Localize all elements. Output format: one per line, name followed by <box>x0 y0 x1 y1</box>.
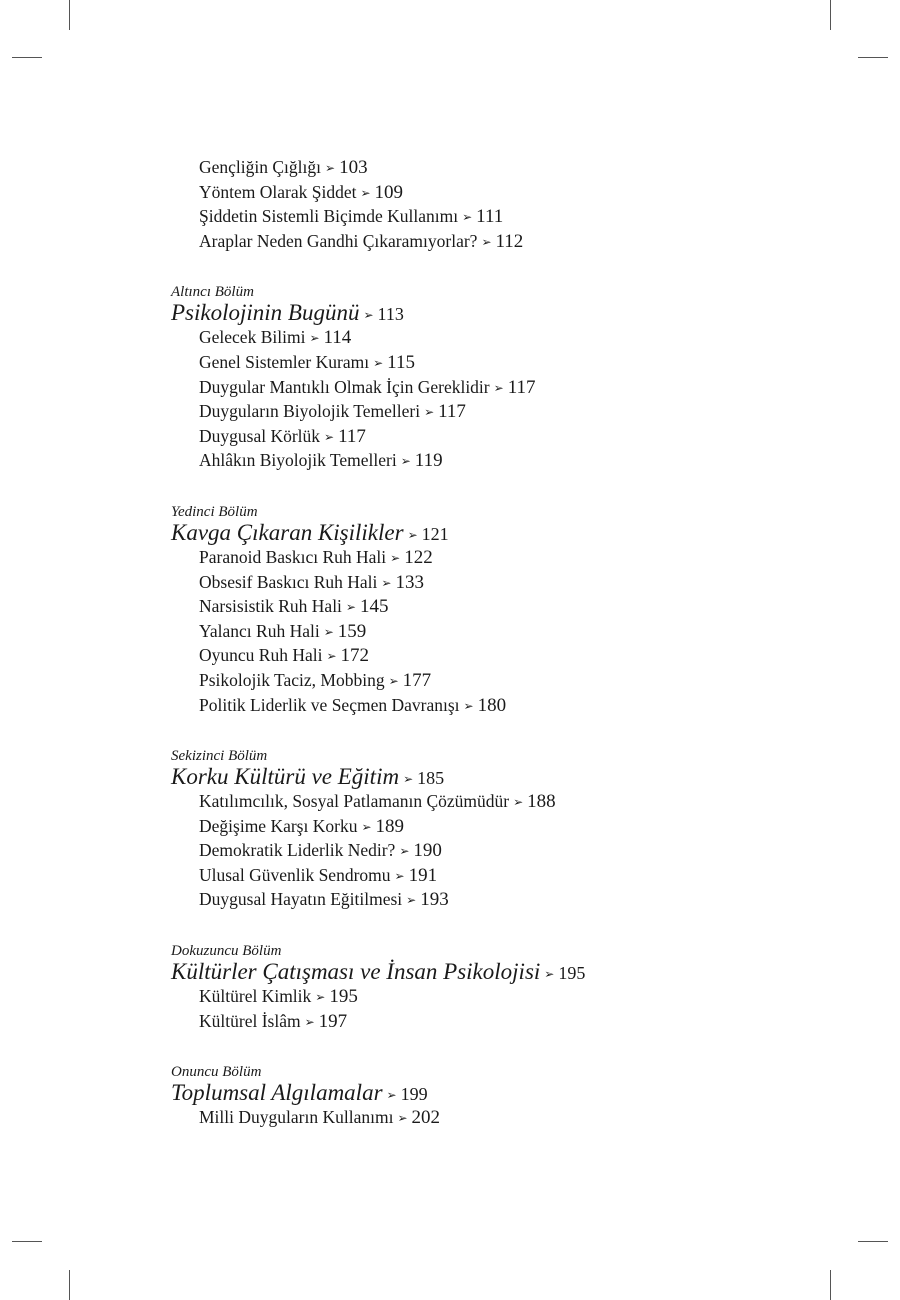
chapter-section <box>171 938 871 1033</box>
arrow-icon: ➢ <box>326 649 337 664</box>
toc-entry-title: Değişime Karşı Korku <box>199 815 358 836</box>
toc-entry-title: Politik Liderlik ve Seçmen Davranışı <box>199 694 460 715</box>
arrow-icon: ➢ <box>325 161 336 175</box>
toc-entry-page-number: 195 <box>329 986 358 1008</box>
crop-mark-bottom-right-horizontal <box>858 1241 888 1242</box>
arrow-icon: ➢ <box>315 990 326 1005</box>
arrow-icon: ➢ <box>323 624 334 639</box>
toc-entry-title: Duygular Mantıklı Olmak İçin Gereklidir <box>199 376 490 397</box>
arrow-icon: ➢ <box>390 550 401 565</box>
toc-entry-page-number: 202 <box>411 1107 440 1129</box>
toc-entry[interactable] <box>171 375 871 400</box>
toc-entry[interactable] <box>171 180 871 205</box>
toc-entry[interactable] <box>171 887 871 912</box>
toc-entry[interactable] <box>171 424 871 449</box>
crop-mark-bottom-left-horizontal <box>12 1241 42 1242</box>
arrow-icon: ➢ <box>373 355 384 370</box>
toc-entry-title: Gençliğin Çığlığı <box>199 157 322 177</box>
toc-entry[interactable] <box>171 668 871 693</box>
toc-entry-title: Araplar Neden Gandhi Çıkaramıyorlar? <box>199 230 478 251</box>
arrow-icon: ➢ <box>403 772 414 787</box>
chapter-page-number: 113 <box>377 304 404 325</box>
arrow-icon: ➢ <box>388 673 399 688</box>
toc-entry-page-number: 190 <box>413 840 442 862</box>
toc-entry[interactable] <box>171 643 871 668</box>
toc-entry-title: Psikolojik Taciz, Mobbing <box>199 669 385 690</box>
chapter-title[interactable] <box>171 1081 871 1105</box>
toc-entry-title: Şiddetin Sistemli Biçimde Kullanımı <box>199 206 459 227</box>
arrow-icon: ➢ <box>424 405 435 420</box>
toc-entry[interactable] <box>171 545 871 570</box>
chapter-label: Dokuzuncu Bölüm <box>171 943 282 960</box>
chapter-label: Onuncu Bölüm <box>171 1064 262 1081</box>
chapter-title[interactable] <box>171 301 871 325</box>
arrow-icon: ➢ <box>309 331 320 346</box>
toc-entry[interactable] <box>171 789 871 814</box>
toc-entry-page-number: 133 <box>395 571 424 593</box>
toc-entry[interactable] <box>171 863 871 888</box>
crop-mark-top-right-horizontal <box>858 57 888 58</box>
chapter-list <box>171 279 871 1129</box>
arrow-icon: ➢ <box>304 1014 315 1029</box>
toc-entry-page-number: 180 <box>477 694 507 716</box>
toc-entry-page-number: 109 <box>374 181 404 203</box>
toc-entry-page-number: 103 <box>339 157 368 178</box>
chapter-title[interactable] <box>171 960 871 984</box>
toc-entry-title: Katılımcılık, Sosyal Patlamanın Çözümüdür <box>199 791 510 812</box>
toc-entry-title: Paranoid Baskıcı Ruh Hali <box>199 546 387 567</box>
chapter-label: Altıncı Bölüm <box>171 284 254 301</box>
toc-entry[interactable] <box>171 399 871 424</box>
toc-entry[interactable] <box>171 984 871 1009</box>
toc-entry[interactable] <box>171 204 871 229</box>
chapter-title-text: Psikolojinin Bugünü <box>171 300 360 326</box>
toc-entry-title: Narsisistik Ruh Hali <box>199 596 342 617</box>
toc-entry[interactable] <box>171 350 871 375</box>
toc-entry-page-number: 189 <box>375 815 405 837</box>
chapter-title-text: Kültürler Çatışması ve İnsan Psikolojisi <box>171 959 541 985</box>
crop-mark-top-left-horizontal <box>12 57 42 58</box>
crop-mark-top-left-vertical <box>69 0 70 30</box>
arrow-icon: ➢ <box>363 308 374 323</box>
toc-entry-page-number: 177 <box>402 669 432 691</box>
toc-entry-page-number: 122 <box>404 546 433 568</box>
toc-entry-page-number: 193 <box>420 889 449 911</box>
toc-entry[interactable] <box>171 325 871 350</box>
chapter-page-number: 185 <box>417 768 445 789</box>
chapter-section <box>171 1059 871 1130</box>
chapter-label: Yedinci Bölüm <box>171 503 258 520</box>
arrow-icon: ➢ <box>513 795 524 810</box>
toc-entry-title: Obsesif Baskıcı Ruh Hali <box>199 571 378 592</box>
arrow-icon: ➢ <box>386 1088 397 1103</box>
crop-mark-bottom-left-vertical <box>69 1270 70 1300</box>
toc-entry[interactable] <box>171 594 871 619</box>
arrow-icon: ➢ <box>394 868 405 883</box>
toc-entry-page-number: 159 <box>337 620 367 642</box>
toc-entry-page-number: 191 <box>408 864 438 886</box>
chapter-title[interactable] <box>171 765 871 789</box>
chapter-page-number: 195 <box>558 963 586 984</box>
toc-entry[interactable] <box>171 155 871 180</box>
arrow-icon: ➢ <box>361 819 372 834</box>
chapter-page-number: 121 <box>421 523 449 544</box>
toc-entry-page-number: 119 <box>414 450 443 472</box>
arrow-icon: ➢ <box>493 380 504 395</box>
toc-entry-title: Ahlâkın Biyolojik Temelleri <box>199 450 397 471</box>
toc-entry-page-number: 114 <box>323 327 352 349</box>
toc-entry-page-number: 188 <box>527 791 556 813</box>
toc-entry[interactable] <box>171 814 871 839</box>
toc-entry-page-number: 111 <box>476 206 504 228</box>
toc-entry-title: Gelecek Bilimi <box>199 327 306 348</box>
toc-entry-title: Duyguların Biyolojik Temelleri <box>199 401 421 422</box>
arrow-icon: ➢ <box>397 1111 408 1126</box>
intro-entry-list <box>171 155 871 253</box>
toc-entry-page-number: 145 <box>359 596 389 618</box>
arrow-icon: ➢ <box>399 844 410 859</box>
toc-entry[interactable] <box>171 838 871 863</box>
toc-entry[interactable] <box>171 693 871 718</box>
toc-entry-page-number: 117 <box>507 376 536 398</box>
chapter-section <box>171 279 871 473</box>
arrow-icon: ➢ <box>406 893 417 908</box>
chapter-section <box>171 499 871 717</box>
toc-entry-page-number: 197 <box>318 1010 348 1032</box>
toc-entry-title: Genel Sistemler Kuramı <box>199 351 370 372</box>
toc-entry[interactable] <box>171 1009 871 1034</box>
toc-entry-title: Demokratik Liderlik Nedir? <box>199 840 396 861</box>
toc-entry-title: Duygusal Körlük <box>199 425 321 446</box>
arrow-icon: ➢ <box>462 210 473 225</box>
table-of-contents <box>171 155 871 1130</box>
arrow-icon: ➢ <box>544 967 555 982</box>
crop-mark-top-right-vertical <box>830 0 831 30</box>
toc-entry-title: Yalancı Ruh Hali <box>199 620 320 641</box>
arrow-icon: ➢ <box>345 600 356 615</box>
arrow-icon: ➢ <box>360 185 371 200</box>
arrow-icon: ➢ <box>407 527 418 542</box>
chapter-page-number: 199 <box>400 1084 428 1105</box>
toc-entry-title: Yöntem Olarak Şiddet <box>199 181 357 202</box>
chapter-title[interactable] <box>171 521 871 545</box>
chapter-section <box>171 743 871 912</box>
toc-entry[interactable] <box>171 229 871 254</box>
toc-entry-page-number: 117 <box>338 425 366 447</box>
toc-entry-page-number: 115 <box>387 351 415 373</box>
toc-entry-title: Oyuncu Ruh Hali <box>199 645 323 666</box>
toc-entry-title: Ulusal Güvenlik Sendromu <box>199 864 391 885</box>
arrow-icon: ➢ <box>481 234 492 249</box>
toc-entry[interactable] <box>171 619 871 644</box>
toc-entry-page-number: 172 <box>340 645 370 667</box>
toc-entry-page-number: 112 <box>495 230 524 252</box>
chapter-label: Sekizinci Bölüm <box>171 748 268 765</box>
chapter-title-text: Toplumsal Algılamalar <box>171 1080 383 1106</box>
toc-entry-page-number: 117 <box>438 401 466 423</box>
toc-entry[interactable] <box>171 570 871 595</box>
arrow-icon: ➢ <box>324 429 335 444</box>
toc-entry-title: Kültürel Kimlik <box>199 986 312 1007</box>
toc-entry-title: Milli Duyguların Kullanımı <box>199 1107 394 1128</box>
arrow-icon: ➢ <box>463 698 474 713</box>
toc-entry-title: Kültürel İslâm <box>199 1010 301 1031</box>
toc-entry[interactable] <box>171 448 871 473</box>
toc-entry[interactable] <box>171 1105 871 1130</box>
chapter-title-text: Korku Kültürü ve Eğitim <box>171 764 400 790</box>
arrow-icon: ➢ <box>381 575 392 590</box>
crop-mark-bottom-right-vertical <box>830 1270 831 1300</box>
chapter-title-text: Kavga Çıkaran Kişilikler <box>171 519 404 545</box>
toc-entry-title: Duygusal Hayatın Eğitilmesi <box>199 889 403 910</box>
arrow-icon: ➢ <box>400 454 411 469</box>
